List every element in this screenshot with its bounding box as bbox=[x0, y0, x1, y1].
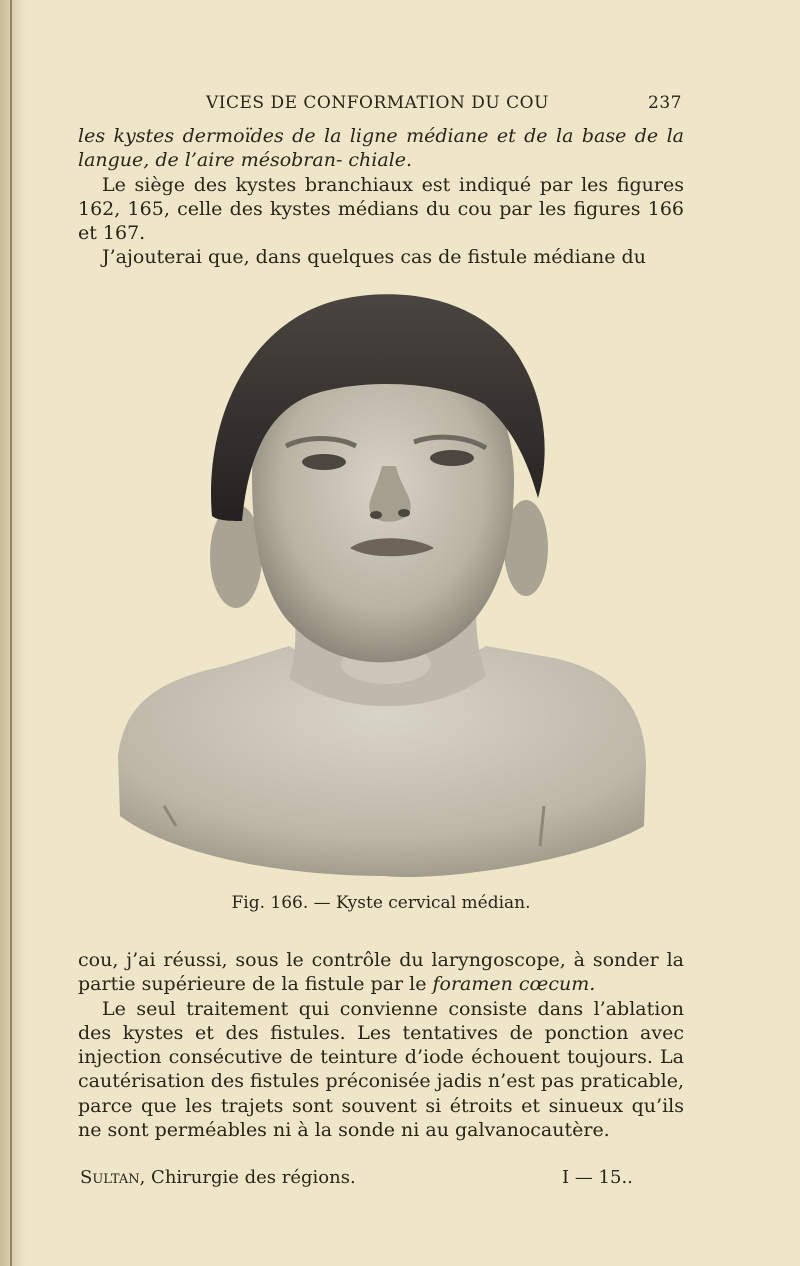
book-page bbox=[78, 0, 684, 1266]
paragraph-laryngoscope-text: cou, j’ai réussi, sous le contrôle du laryngoscope, à sonder la partie supérieure de la fistule par le bbox=[78, 949, 684, 996]
footer-citation bbox=[80, 1167, 356, 1188]
paragraph-laryngoscope bbox=[78, 948, 684, 997]
gutter-line bbox=[10, 0, 12, 1266]
page-number: 237 bbox=[648, 93, 682, 113]
paragraph-traitement: Le seul traitement qui convienne consiste dans l’ablation des kystes et des fistules. Les tentatives de ponction avec injection consécutive de teinture d’iode échouent toujours. La cautérisation des fistules préconisée jadis n’est pas praticable, parce que les trajets sont souvent si étroits et sinueux qu’ils ne sont perméables ni à la sonde ni au galvanocautère. bbox=[78, 997, 684, 1142]
footer-author: Sultan, bbox=[80, 1167, 146, 1188]
page-footer bbox=[78, 1167, 684, 1191]
foramen-caecum-term: foramen cœcum. bbox=[432, 973, 596, 996]
book-spine bbox=[0, 0, 26, 1266]
child-portrait-image bbox=[114, 286, 650, 882]
figure-caption: Fig. 166. — Kyste cervical médian. bbox=[231, 893, 531, 913]
bottom-text-block bbox=[78, 948, 684, 1142]
top-text-block bbox=[78, 124, 684, 270]
figure-photograph bbox=[114, 286, 650, 882]
paragraph-kystes-dermoides: les kystes dermoïdes de la ligne médiane et de la base de la langue, de l’aire mésobran- chiale. bbox=[78, 125, 684, 172]
footer-signature: I — 15.. bbox=[562, 1167, 633, 1188]
running-title: VICES DE CONFORMATION DU COU bbox=[206, 93, 549, 113]
paragraph-siege-kystes: Le siège des kystes branchiaux est indiqué par les figures 162, 165, celle des kystes médians du cou par les figures 166 et 167. bbox=[78, 173, 684, 245]
footer-book-title: Chirurgie des régions. bbox=[151, 1167, 356, 1188]
paragraph-ajouterai: J’ajouterai que, dans quelques cas de fistule médiane du bbox=[102, 246, 646, 269]
running-head bbox=[78, 93, 684, 117]
